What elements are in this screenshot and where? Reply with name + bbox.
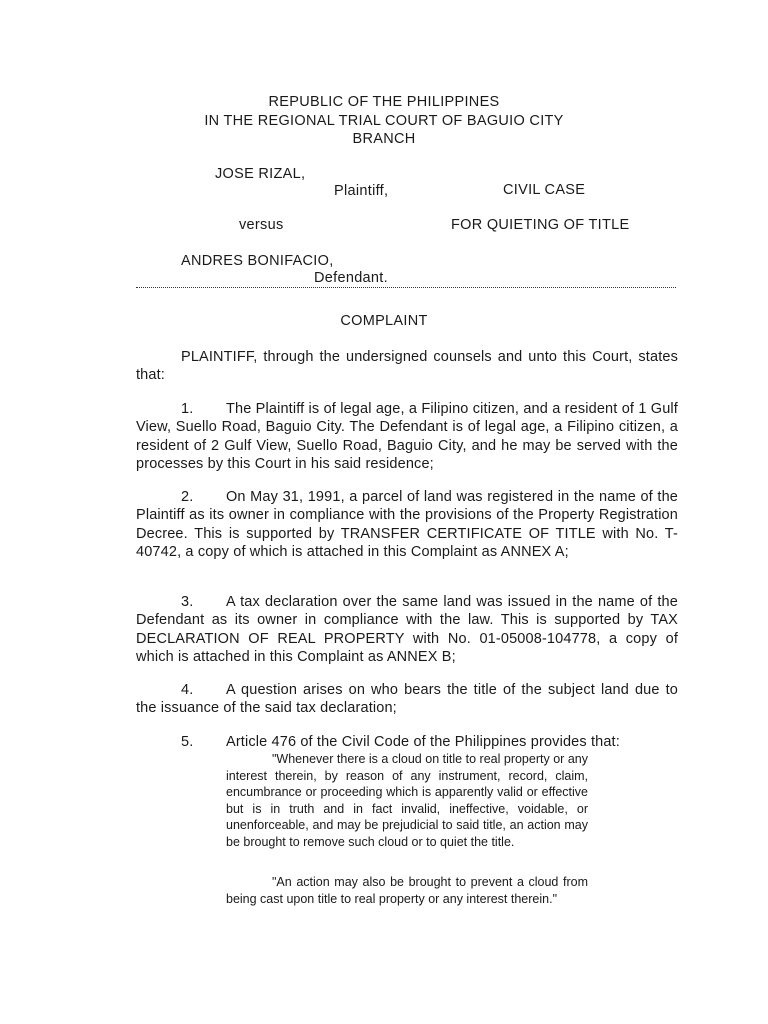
plaintiff-name: JOSE RIZAL, xyxy=(215,166,306,182)
court-header-branch: BRANCH xyxy=(352,131,416,147)
paragraph-text: A question arises on who bears the title of the subject land due to the issuance of the said tax declaration; xyxy=(136,682,678,717)
quoted-provision-2: "An action may also be brought to prevent a cloud from being cast upon title to real property or any interest therein." xyxy=(226,875,588,906)
paragraph-text: On May 31, 1991, a parcel of land was registered in the name of the Plaintiff as its owner in compliance with the provisions of the Property Registration Decree. This is supported by TRANSFER CERTIFICATE OF TITLE with No. T-40742, a copy of which is attached in this Complaint as ANNEX A; xyxy=(136,489,678,561)
paragraph-text: The Plaintiff is of legal age, a Filipino citizen, and a resident of 1 Gulf View, Suello Road, Baguio City. The Defendant is of legal age, a Filipino citizen, a resident of 2 Gulf View, Suello Road, Baguio City, and he may be served with the processes by this Court in his said residence; xyxy=(136,401,678,473)
paragraph-number: 2. xyxy=(181,489,194,505)
defendant-role: Defendant. xyxy=(314,270,388,286)
plaintiff-role: Plaintiff, xyxy=(334,183,389,199)
case-nature: FOR QUIETING OF TITLE xyxy=(451,217,630,233)
paragraph-number: 1. xyxy=(181,401,194,417)
court-header-line1: REPUBLIC OF THE PHILIPPINES xyxy=(268,94,500,110)
quoted-provision-1: "Whenever there is a cloud on title to real property or any interest therein, by reason of any instrument, record, claim, encumbrance or proceeding which is apparently valid or effective but is in truth and in fact invalid, ineffective, voidable, or unenforceable, and may be prejudicial to said title, an action may be brought to remove such cloud or to quiet the title. xyxy=(226,752,588,849)
paragraph-number: 3. xyxy=(181,594,194,610)
paragraph-number: 4. xyxy=(181,682,194,698)
paragraph-1 xyxy=(136,400,678,474)
paragraph-5 xyxy=(136,733,678,751)
caption-divider xyxy=(136,287,676,288)
civil-case-label: CIVIL CASE xyxy=(503,182,586,198)
paragraph-number: 5. xyxy=(181,734,194,750)
paragraph-4 xyxy=(136,681,678,718)
intro-paragraph: PLAINTIFF, through the undersigned counsels and unto this Court, states that: xyxy=(136,349,678,384)
court-header-line2: IN THE REGIONAL TRIAL COURT OF BAGUIO CITY xyxy=(204,113,564,129)
paragraph-text: Article 476 of the Civil Code of the Philippines provides that: xyxy=(226,734,620,750)
defendant-name: ANDRES BONIFACIO, xyxy=(181,253,334,269)
document-title: COMPLAINT xyxy=(340,313,428,329)
paragraph-2 xyxy=(136,488,678,562)
versus-label: versus xyxy=(239,217,284,233)
paragraph-text: A tax declaration over the same land was issued in the name of the Defendant as its owner in compliance with the law. This is supported by TAX DECLARATION OF REAL PROPERTY with No. 01-05008-104778, a copy of which is attached in this Complaint as ANNEX B; xyxy=(136,594,678,666)
paragraph-3 xyxy=(136,593,678,667)
